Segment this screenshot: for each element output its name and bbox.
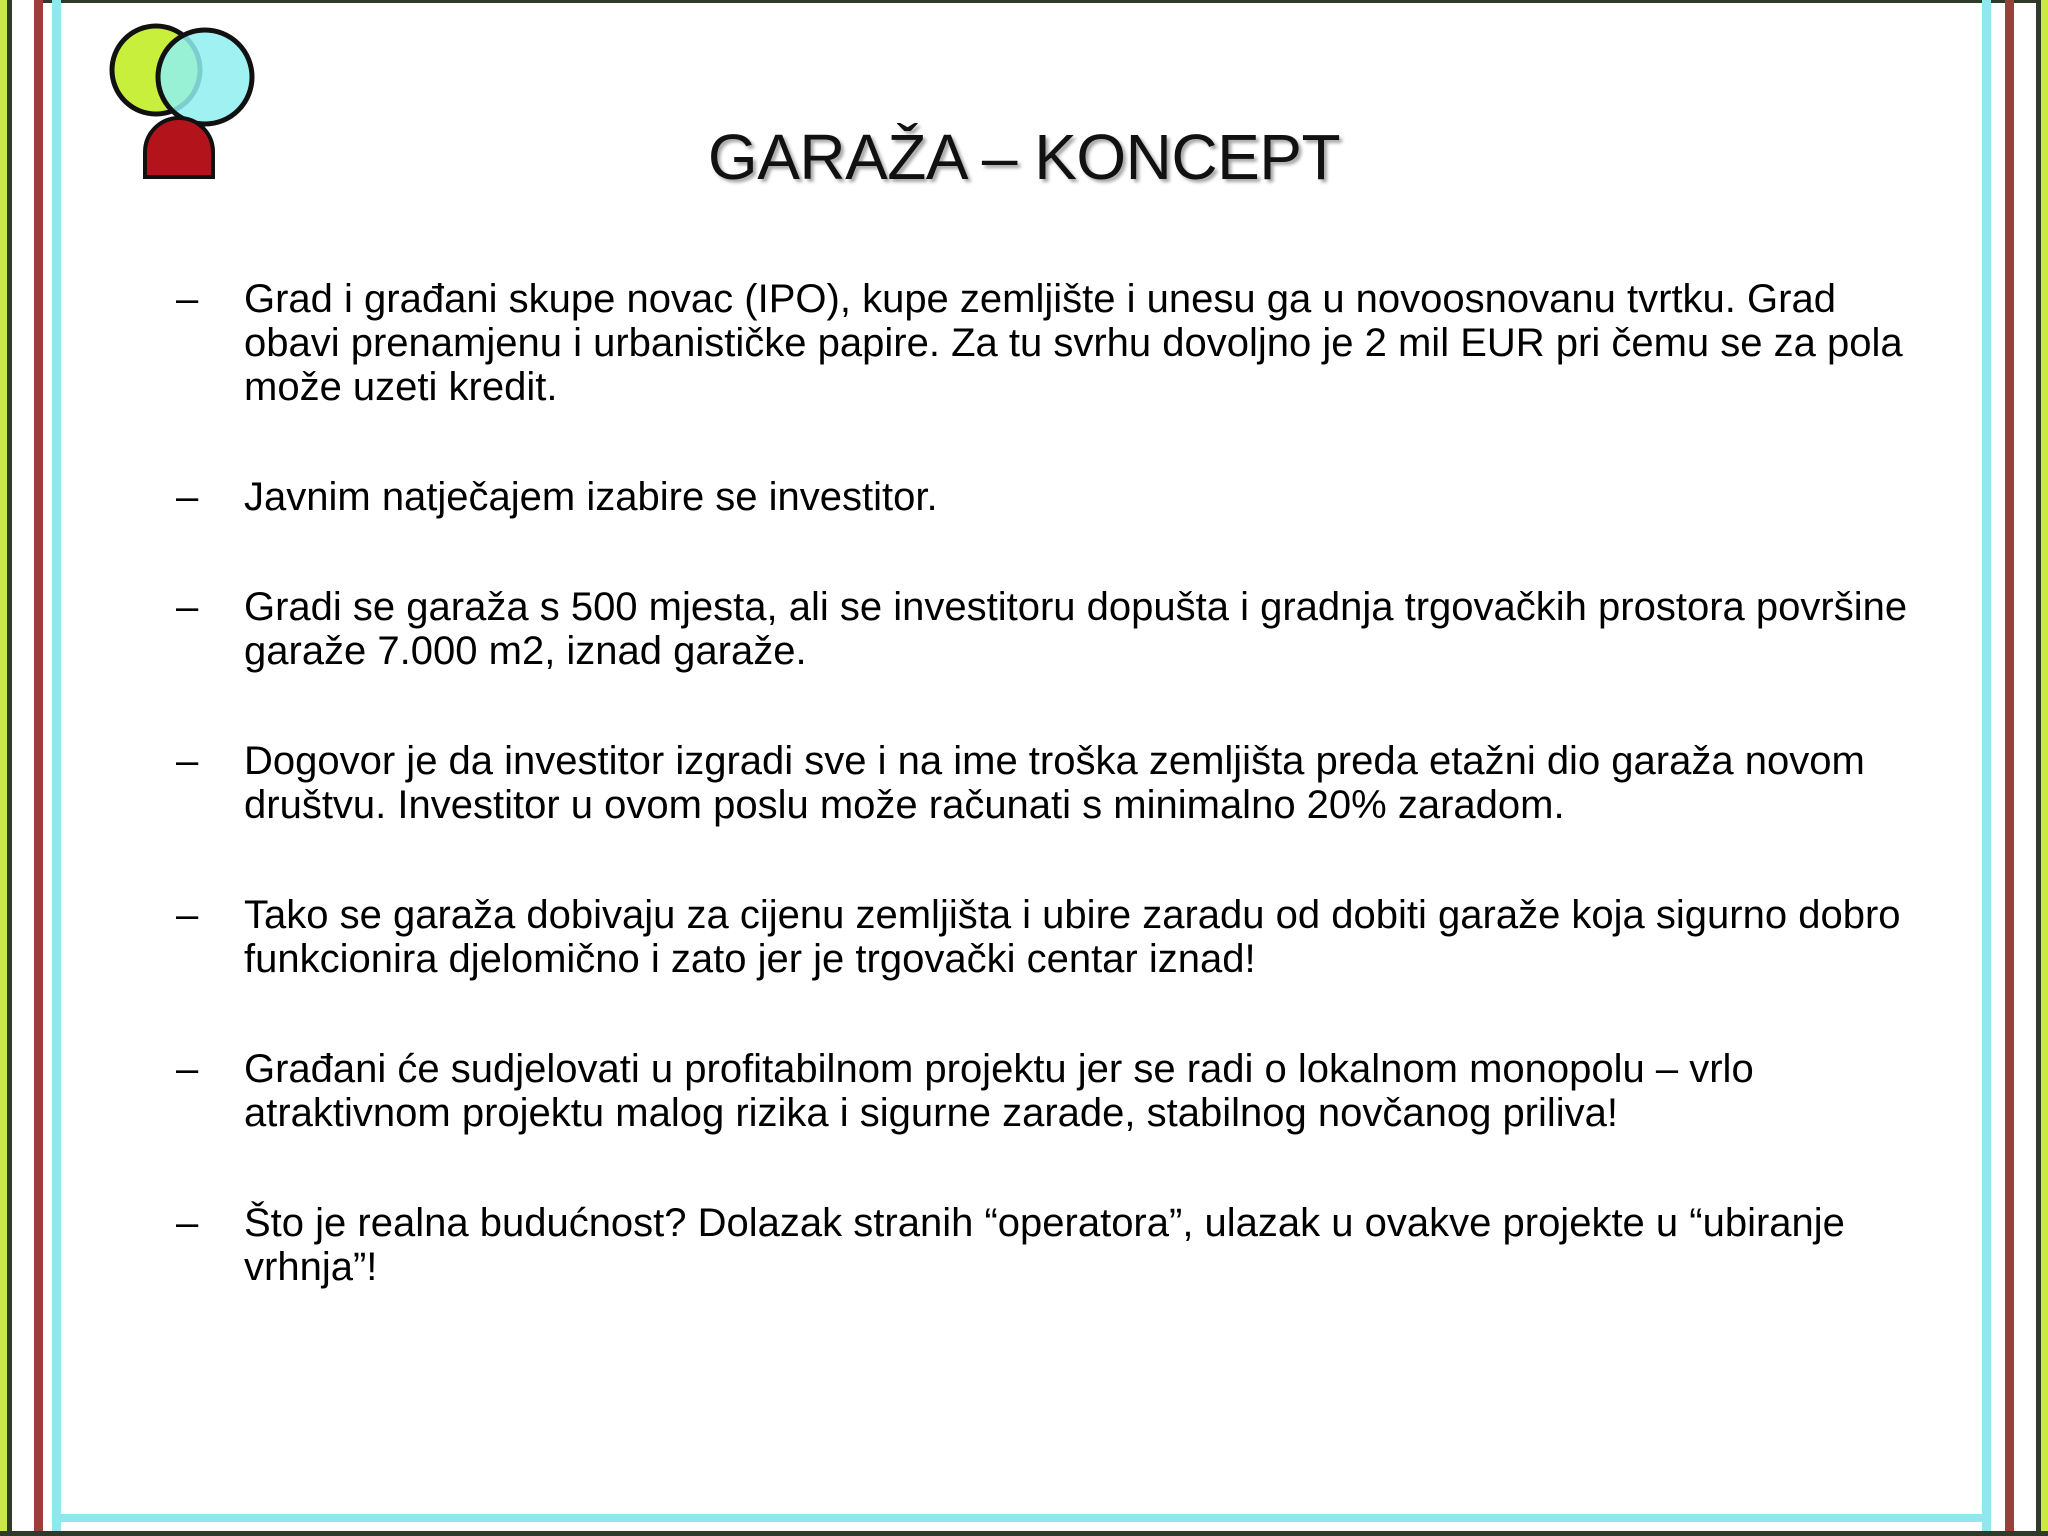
bullet-dash: – [176,1201,199,1245]
bullet-text: Građani će sudjelovati u profitabilnom projektu jer se radi o lokalnom monopolu – vrlo atraktivnom projektu malog rizika i sigurne zarade, stabilnog novčanog priliva! [244,1047,1754,1135]
bullet-text: Gradi se garaža s 500 mjesta, ali se investitoru dopušta i gradnja trgovačkih prostora površine garaže 7.000 m2, iznad garaže. [244,585,1908,673]
bullet-text: Javnim natječajem izabire se investitor. [244,475,938,519]
frame-bottom-cyan-stripe [52,1514,1991,1522]
bullet-dash: – [176,277,199,321]
frame-right-cyan-stripe [1982,0,1991,1536]
slide-title: GARAŽA – KONCEPT [707,121,1341,193]
bullet-dash: – [176,1047,199,1091]
bullet-text: Tako se garaža dobivaju za cijenu zemljišta i ubire zaradu od dobiti garaže koja sigurno dobro funkcionira djelomično i zato jer je trgovački centar iznad! [244,893,1901,981]
bullet-text: Što je realna budućnost? Dolazak stranih “operatora”, ulazak u ovakve projekte u “ubiranje vrhnja”! [244,1201,1845,1289]
list-item [176,1047,1936,1135]
list-item [176,277,1936,409]
bullet-dash: – [176,739,199,783]
bullet-text: Dogovor je da investitor izgradi sve i na ime troška zemljišta preda etažni dio garaža novom društvu. Investitor u ovom poslu može računati s minimalno 20% zaradom. [244,739,1865,827]
list-item [176,1201,1936,1289]
frame-left-white-stripe [12,0,34,1536]
bullet-dash: – [176,893,199,937]
frame-left-green-stripe [0,0,7,1536]
list-item [176,739,1936,827]
frame-right-red-stripe [2005,0,2014,1536]
list-item [176,585,1936,673]
frame-left-red-stripe [34,0,43,1536]
bullet-list [176,277,1936,1355]
list-item [176,475,1936,519]
bullet-dash: – [176,475,199,519]
list-item [176,893,1936,981]
bullet-text: Grad i građani skupe novac (IPO), kupe zemljište i unesu ga u novoosnovanu tvrtku. Grad obavi prenamjenu i urbanističke papire. Za tu svrhu dovoljno je 2 mil EUR pri čemu se za pola može uzeti kredit. [244,277,1903,409]
bullet-dash: – [176,585,199,629]
frame-left-cyan-stripe [52,0,61,1536]
frame-bottom-dark-line [0,1531,2048,1536]
frame-top-line [0,0,2048,3]
frame-right-green-stripe [2041,0,2048,1536]
